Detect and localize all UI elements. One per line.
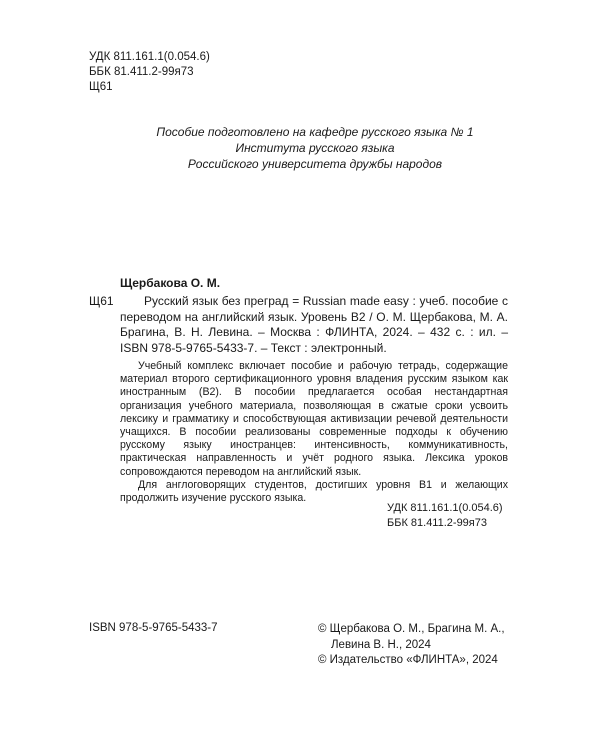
copyright-line: © Щербакова О. М., Брагина М. А., (318, 623, 505, 635)
copyright-line: © Издательство «ФЛИНТА», 2024 (318, 654, 498, 666)
abstract (120, 360, 508, 505)
abstract-paragraph: Учебный комплекс включает пособие и рабочую тетрадь, содержащие материал второго сертификационного уровня владения русским языком как иностранным (В2). В пособии предлагается особая нестандартная организация учебного материала, позволяющая в сжатые сроки усвоить лексику и грамматику и способствующая активизации речевой деятельности учащихся. В пособии реализованы современные подходы к обучению русскому языку иностранцев: интенсивность, коммуникативность, практическая направленность и учёт родного языка. Лексика уроков сопровождаются переводом на английский язык. (120, 360, 508, 478)
prepared-line: Российского университета дружбы народов (187, 157, 443, 171)
bbk-code: ББК 81.411.2-99я73 (387, 517, 487, 529)
udc-code: УДК 811.161.1(0.054.6) (387, 502, 503, 514)
udc-code: УДК 811.161.1(0.054.6) (89, 51, 210, 63)
prepared-line: Пособие подготовлено на кафедре русского языка № 1 (156, 125, 474, 139)
shelf-mark: Щ61 (89, 294, 114, 308)
copyright-line: Левина В. Н., 2024 (331, 638, 431, 651)
copyright-block (318, 622, 505, 669)
prepared-line: Института русского языка (235, 141, 395, 155)
bbk-code: ББК 81.411.2-99я73 (89, 66, 194, 78)
classification-codes-top (89, 50, 210, 95)
prepared-by-note (100, 124, 530, 172)
isbn: ISBN 978-5-9765-5433-7 (89, 622, 218, 634)
shelf-code: Щ61 (89, 81, 113, 93)
classification-codes-bottom (387, 501, 503, 531)
author-heading: Щербакова О. М. (120, 276, 221, 290)
bibliographic-record: Русский язык без преград = Russian made easy : учеб. пособие с переводом на английский язык. Уровень В2 / О. М. Щербакова, М. А. Брагина, В. Н. Левина. – Москва : ФЛИНТА, 2024. – 432 с. : ил. – ISBN 978-5-9765-5433-7. – Текст : электронный. (120, 294, 508, 355)
abstract-paragraph: Для англоговорящих студентов, достигших уровня В1 и желающих продолжить изучение русского языка. (120, 478, 508, 505)
